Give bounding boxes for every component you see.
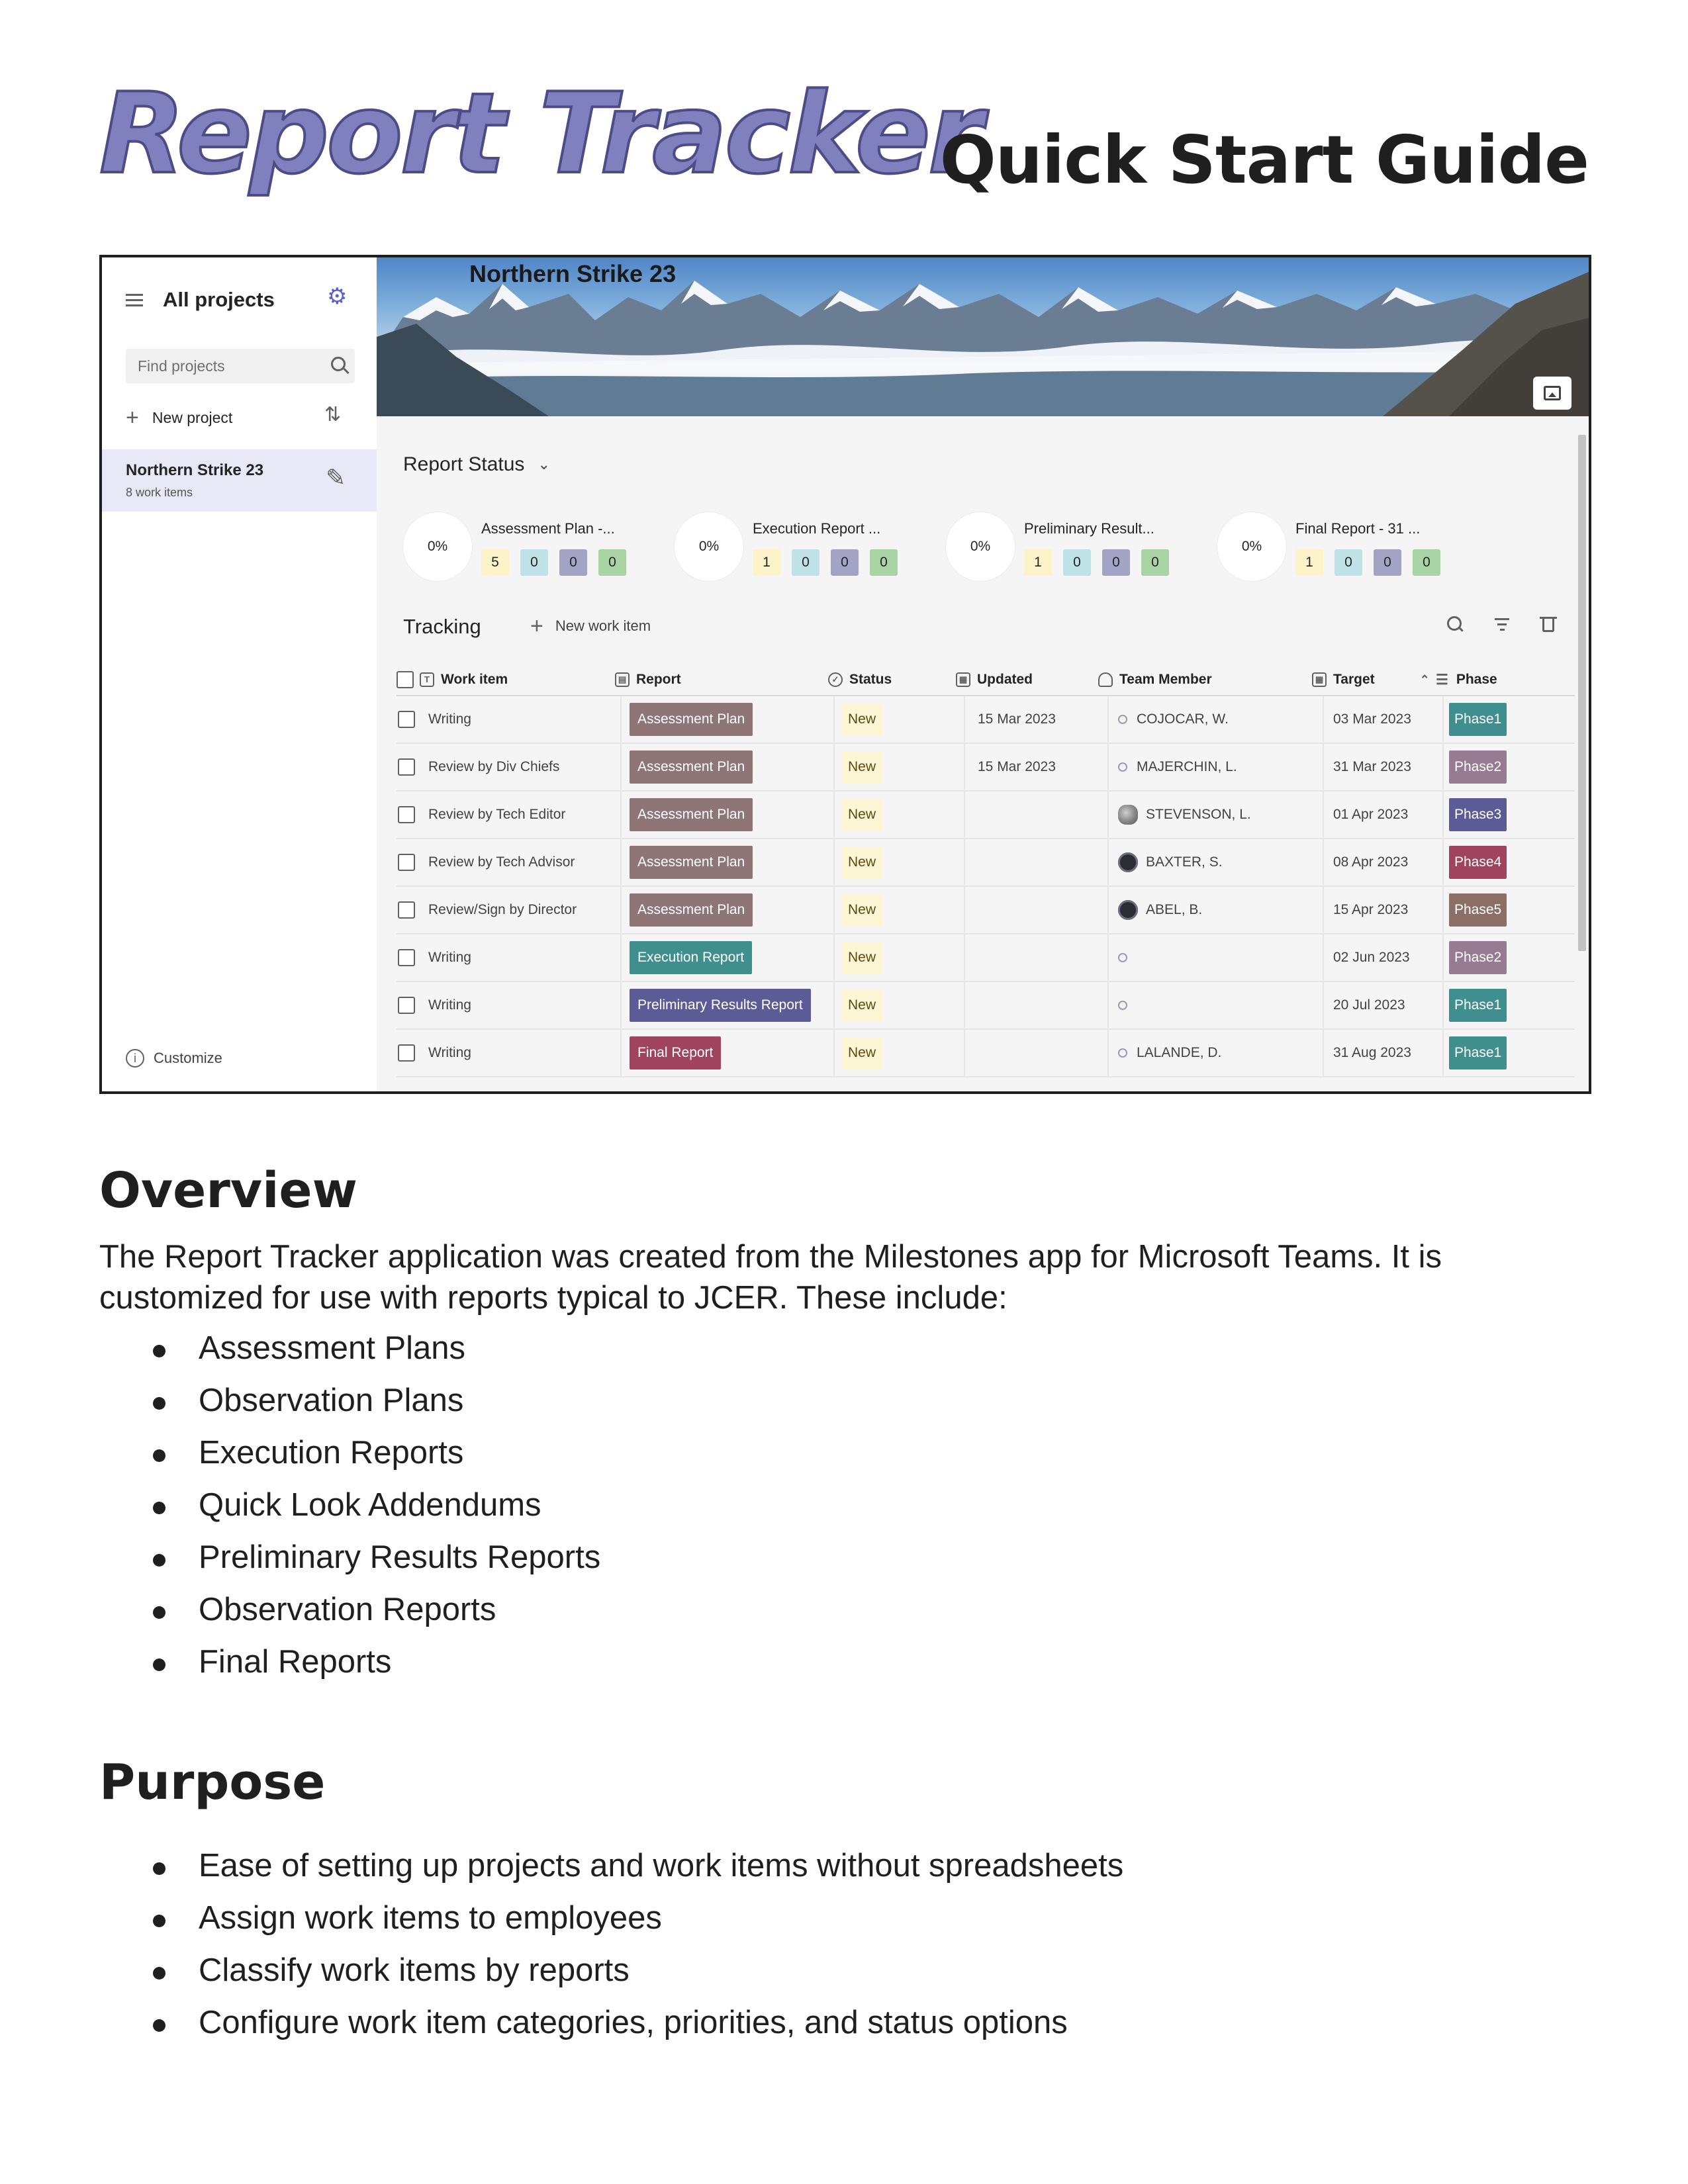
column-divider (1107, 696, 1109, 743)
phase-cell[interactable] (1449, 934, 1507, 981)
target-cell[interactable] (1333, 1030, 1411, 1076)
target-cell[interactable] (1333, 934, 1410, 981)
column-divider (1107, 744, 1109, 790)
status-cell[interactable] (841, 1030, 882, 1076)
filter-icon[interactable] (1492, 615, 1512, 635)
purpose-list (99, 1840, 1123, 2049)
status-count-chip: 1 (1024, 549, 1052, 576)
work-item-cell[interactable] (428, 696, 471, 743)
row-checkbox[interactable] (398, 758, 415, 776)
column-divider (1442, 839, 1444, 886)
col-status[interactable]: ✓ Status (828, 664, 892, 695)
col-report[interactable]: ▤ Report (615, 664, 681, 695)
target-date: 01 Apr 2023 (1333, 807, 1409, 822)
work-item-name: Writing (428, 950, 471, 965)
report-cell[interactable] (630, 982, 811, 1028)
col-updated[interactable]: ▦ Updated (956, 664, 1033, 695)
avatar (1118, 852, 1138, 872)
sidebar (102, 257, 377, 1091)
team-member-cell[interactable] (1118, 696, 1229, 743)
phase-tag: Phase2 (1449, 941, 1507, 974)
change-image-button[interactable] (1533, 377, 1571, 410)
report-tag: Execution Report (630, 941, 752, 974)
status-count-chip: 1 (1295, 549, 1323, 576)
sidebar-title: All projects (163, 288, 275, 311)
status-count-chip: 0 (1063, 549, 1091, 576)
target-date: 03 Mar 2023 (1333, 711, 1411, 727)
report-cell[interactable] (630, 839, 753, 886)
col-target[interactable]: ▦ Target ⌃ (1312, 664, 1430, 695)
column-divider (1107, 839, 1109, 886)
team-member-cell[interactable] (1118, 982, 1137, 1028)
report-tag: Assessment Plan (630, 846, 753, 879)
status-badge: New (841, 799, 882, 831)
report-tag: Assessment Plan (630, 703, 753, 736)
status-badge: New (841, 846, 882, 878)
column-divider (1107, 934, 1109, 981)
team-member-name: BAXTER, S. (1146, 854, 1223, 870)
phase-cell[interactable] (1449, 1030, 1507, 1076)
category-icon: ▤ (615, 672, 630, 687)
column-divider (833, 696, 835, 743)
list-item: Assessment Plans (99, 1322, 600, 1375)
row-checkbox-cell (398, 1030, 415, 1076)
new-project-button[interactable] (126, 404, 232, 431)
status-count-chip: 0 (559, 549, 587, 576)
plus-icon: + (126, 405, 139, 430)
report-status-label: Preliminary Result... (1024, 520, 1154, 537)
column-divider (620, 887, 622, 933)
work-item-cell[interactable] (428, 839, 575, 886)
row-checkbox[interactable] (398, 949, 415, 966)
status-badge: New (841, 751, 882, 783)
team-member-cell[interactable] (1118, 744, 1237, 790)
person-icon (1118, 1001, 1127, 1010)
report-cell[interactable] (630, 1030, 721, 1076)
work-item-cell[interactable] (428, 887, 577, 933)
target-date: 31 Aug 2023 (1333, 1045, 1411, 1060)
report-cell[interactable] (630, 887, 753, 933)
tracking-title: Tracking (403, 615, 481, 638)
column-divider (964, 696, 965, 743)
report-cell[interactable] (630, 792, 753, 838)
status-count-chip: 1 (753, 549, 780, 576)
scrollbar[interactable] (1577, 430, 1587, 1091)
project-item-count: 8 work items (126, 486, 193, 499)
row-checkbox-cell (398, 792, 415, 838)
column-divider (1323, 744, 1324, 790)
status-count-chip: 0 (1413, 549, 1440, 576)
table-row[interactable] (397, 744, 1575, 792)
scrollbar-thumb[interactable] (1578, 435, 1586, 951)
person-icon (1098, 672, 1113, 687)
team-member-name: MAJERCHIN, L. (1137, 759, 1237, 774)
column-divider (1442, 792, 1444, 838)
work-item-name: Review by Tech Advisor (428, 854, 575, 870)
edit-pencil-icon[interactable]: ✎ (326, 464, 346, 491)
status-badge: New (841, 704, 882, 735)
phase-tag: Phase3 (1449, 798, 1507, 831)
list-item: Final Reports (99, 1636, 600, 1688)
column-divider (964, 934, 965, 981)
team-member-name: STEVENSON, L. (1146, 807, 1251, 822)
avatar (1118, 900, 1138, 920)
work-item-name: Review by Div Chiefs (428, 759, 560, 774)
table-row[interactable] (397, 982, 1575, 1030)
work-item-cell[interactable] (428, 1030, 471, 1076)
status-cell[interactable] (841, 887, 882, 933)
hamburger-menu-icon[interactable] (126, 291, 143, 310)
search-icon[interactable] (331, 357, 346, 371)
table-row[interactable] (397, 839, 1575, 887)
row-checkbox[interactable] (398, 854, 415, 871)
phase-cell[interactable] (1449, 792, 1507, 838)
customize-button[interactable] (126, 1049, 222, 1068)
project-banner (377, 257, 1591, 416)
project-main (377, 416, 1591, 1094)
status-cell[interactable] (841, 982, 882, 1028)
target-date: 02 Jun 2023 (1333, 950, 1410, 965)
person-icon (1118, 953, 1127, 962)
column-divider (1323, 792, 1324, 838)
image-icon (1544, 386, 1561, 400)
status-count-chip: 5 (481, 549, 509, 576)
project-name: Northern Strike 23 (126, 461, 264, 479)
status-count-chip: 0 (1374, 549, 1401, 576)
report-tag: Final Report (630, 1036, 721, 1069)
column-divider (1442, 696, 1444, 743)
row-checkbox[interactable] (398, 1044, 415, 1062)
column-divider (964, 839, 965, 886)
work-item-name: Review/Sign by Director (428, 902, 577, 917)
team-member-cell[interactable] (1118, 792, 1251, 838)
app-screenshot (99, 255, 1591, 1094)
report-status-label: Assessment Plan -... (481, 520, 615, 537)
status-count-chips (1295, 549, 1452, 576)
column-divider (620, 839, 622, 886)
phase-tag: Phase1 (1449, 703, 1507, 736)
progress-ring: 0% (946, 512, 1015, 581)
target-cell[interactable] (1333, 887, 1408, 933)
status-badge: New (841, 894, 882, 926)
column-divider (620, 696, 622, 743)
status-count-chip: 0 (831, 549, 859, 576)
row-checkbox-cell (398, 696, 415, 743)
phase-cell[interactable] (1449, 744, 1507, 790)
work-item-cell[interactable] (428, 982, 471, 1028)
row-checkbox[interactable] (398, 901, 415, 919)
phase-tag: Phase1 (1449, 989, 1507, 1022)
target-cell[interactable] (1333, 982, 1405, 1028)
column-divider (1323, 934, 1324, 981)
list-item: Configure work item categories, priorities, and status options (99, 1997, 1123, 2049)
team-member-name: ABEL, B. (1146, 902, 1203, 917)
phase-cell[interactable] (1449, 982, 1507, 1028)
overview-heading: Overview (99, 1162, 357, 1219)
col-work-item[interactable]: T Work item (420, 664, 508, 695)
phase-cell[interactable] (1449, 839, 1507, 886)
report-cell[interactable] (630, 934, 752, 981)
column-divider (620, 982, 622, 1028)
column-divider (964, 744, 965, 790)
work-item-cell[interactable] (428, 792, 565, 838)
calendar-icon: ▦ (1312, 672, 1327, 687)
table-row[interactable] (397, 792, 1575, 839)
phase-tag: Phase1 (1449, 1036, 1507, 1069)
work-item-name: Writing (428, 997, 471, 1013)
row-checkbox[interactable] (398, 806, 415, 823)
team-member-cell[interactable] (1118, 887, 1202, 933)
list-item: Observation Reports (99, 1584, 600, 1636)
person-icon (1118, 1048, 1127, 1058)
list-item: Ease of setting up projects and work items without spreadsheets (99, 1840, 1123, 1892)
row-checkbox[interactable] (398, 711, 415, 728)
updated-cell (978, 744, 1056, 790)
column-divider (833, 934, 835, 981)
target-cell[interactable] (1333, 839, 1408, 886)
updated-date: 15 Mar 2023 (978, 711, 1056, 727)
target-cell[interactable] (1333, 792, 1408, 838)
status-cell[interactable] (841, 839, 882, 886)
purpose-heading: Purpose (99, 1754, 326, 1811)
column-divider (964, 887, 965, 933)
column-divider (1107, 982, 1109, 1028)
status-cell[interactable] (841, 744, 882, 790)
report-status-label: Execution Report ... (753, 520, 881, 537)
work-item-name: Review by Tech Editor (428, 807, 566, 822)
report-tag: Assessment Plan (630, 798, 753, 831)
overview-paragraph: The Report Tracker application was created from the Milestones app for Microsoft Teams. It is customized for use with reports typical to JCER. These include: (99, 1239, 1442, 1316)
column-divider (1442, 934, 1444, 981)
column-divider (833, 744, 835, 790)
list-item: Quick Look Addendums (99, 1479, 600, 1531)
report-tag: Assessment Plan (630, 893, 753, 927)
person-icon (1118, 762, 1127, 772)
row-checkbox-cell (398, 887, 415, 933)
status-count-chips (1024, 549, 1180, 576)
status-badge: New (841, 942, 882, 974)
target-date: 15 Apr 2023 (1333, 902, 1409, 917)
sidebar-item-project[interactable] (102, 449, 377, 512)
column-divider (833, 887, 835, 933)
team-member-cell[interactable] (1118, 839, 1223, 886)
calendar-icon: ▦ (956, 672, 970, 687)
report-tag: Assessment Plan (630, 751, 753, 784)
phase-tag: Phase5 (1449, 893, 1507, 927)
info-icon: i (126, 1049, 144, 1068)
report-status-card[interactable] (1217, 512, 1469, 592)
target-cell[interactable] (1333, 696, 1411, 743)
new-project-label: New project (152, 408, 233, 426)
team-member-cell[interactable] (1118, 1030, 1221, 1076)
column-divider (1323, 1030, 1324, 1076)
team-member-name: COJOCAR, W. (1137, 711, 1229, 727)
target-cell[interactable] (1333, 744, 1411, 790)
status-cell[interactable] (841, 792, 882, 838)
report-cell[interactable] (630, 696, 753, 743)
report-tag: Preliminary Results Report (630, 989, 811, 1022)
status-count-chip: 0 (520, 549, 548, 576)
report-status-card[interactable] (946, 512, 1197, 592)
row-checkbox-cell (398, 839, 415, 886)
target-date: 20 Jul 2023 (1333, 997, 1405, 1013)
list-item: Observation Plans (99, 1375, 600, 1427)
column-divider (1323, 839, 1324, 886)
column-divider (1323, 696, 1324, 743)
sort-icon[interactable]: ⇅ (324, 404, 342, 426)
doc-title: Report Tracker (99, 69, 980, 199)
settings-gear-icon[interactable]: ⚙ (327, 284, 348, 309)
row-checkbox[interactable] (398, 997, 415, 1014)
progress-ring: 0% (1217, 512, 1286, 581)
tracking-toolbar (1419, 615, 1558, 635)
plus-icon: + (530, 614, 543, 639)
work-item-cell[interactable] (428, 934, 471, 981)
row-checkbox-cell (398, 744, 415, 790)
list-item: Assign work items to employees (99, 1892, 1123, 1944)
table-row[interactable] (397, 934, 1575, 982)
column-divider (964, 1030, 965, 1076)
status-icon: ✓ (828, 672, 843, 687)
column-divider (833, 792, 835, 838)
column-divider (1323, 887, 1324, 933)
status-count-chip: 0 (1335, 549, 1362, 576)
team-member-cell[interactable] (1118, 934, 1137, 981)
text-field-icon: T (420, 672, 434, 687)
phase-cell[interactable] (1449, 887, 1507, 933)
status-count-chips (481, 549, 637, 576)
avatar (1118, 805, 1138, 825)
table-row[interactable] (397, 1030, 1575, 1077)
report-status-card[interactable] (403, 512, 655, 592)
status-count-chip: 0 (598, 549, 626, 576)
list-item: Preliminary Results Reports (99, 1531, 600, 1584)
column-divider (620, 744, 622, 790)
sort-ascending-icon[interactable]: ⌃ (1419, 672, 1430, 686)
work-item-name: Writing (428, 711, 471, 727)
status-cell[interactable] (841, 696, 882, 743)
phase-cell[interactable] (1449, 696, 1507, 743)
col-team-member[interactable]: Team Member (1098, 664, 1212, 695)
column-divider (1442, 887, 1444, 933)
column-divider (1442, 982, 1444, 1028)
customize-label: Customize (154, 1050, 222, 1066)
column-divider (833, 839, 835, 886)
new-work-item-label: New work item (555, 617, 651, 634)
report-status-label: Final Report - 31 ... (1295, 520, 1421, 537)
column-divider (1442, 744, 1444, 790)
select-all-checkbox[interactable] (397, 671, 414, 688)
column-divider (964, 792, 965, 838)
updated-date: 15 Mar 2023 (978, 759, 1056, 774)
column-divider (620, 934, 622, 981)
status-count-chip: 0 (1102, 549, 1130, 576)
phase-tag: Phase2 (1449, 751, 1507, 784)
list-item: Classify work items by reports (99, 1944, 1123, 1997)
status-count-chip: 0 (1141, 549, 1169, 576)
status-count-chips (753, 549, 909, 576)
team-member-name: LALANDE, D. (1137, 1045, 1222, 1060)
sidebar-header (126, 287, 275, 313)
find-projects-input[interactable] (126, 349, 355, 383)
status-cell[interactable] (841, 934, 882, 981)
column-divider (1323, 982, 1324, 1028)
column-divider (964, 982, 965, 1028)
target-date: 31 Mar 2023 (1333, 759, 1411, 774)
person-icon (1118, 715, 1127, 724)
table-row[interactable] (397, 696, 1575, 744)
report-status-toggle[interactable] (403, 453, 550, 476)
work-item-name: Writing (428, 1045, 471, 1060)
new-work-item-button[interactable] (530, 615, 651, 637)
report-status-card[interactable] (675, 512, 926, 592)
col-phase[interactable]: ☰ Phase (1436, 672, 1497, 688)
list-item: Execution Reports (99, 1427, 600, 1479)
column-divider (1107, 792, 1109, 838)
table-header (397, 664, 1575, 696)
report-cell[interactable] (630, 744, 753, 790)
updated-cell (978, 696, 1056, 743)
overview-list (99, 1322, 600, 1688)
column-divider (1107, 887, 1109, 933)
column-divider (620, 1030, 622, 1076)
column-divider (620, 792, 622, 838)
target-date: 08 Apr 2023 (1333, 854, 1409, 870)
status-count-chip: 0 (792, 549, 820, 576)
progress-ring: 0% (675, 512, 743, 581)
row-checkbox-cell (398, 934, 415, 981)
search-icon[interactable] (1446, 615, 1466, 635)
column-divider (1442, 1030, 1444, 1076)
status-badge: New (841, 1037, 882, 1069)
report-status-title: Report Status (403, 453, 525, 475)
table-row[interactable] (397, 887, 1575, 934)
column-divider (833, 982, 835, 1028)
trash-icon[interactable] (1538, 615, 1558, 635)
work-item-cell[interactable] (428, 744, 559, 790)
phase-tag: Phase4 (1449, 846, 1507, 879)
column-divider (833, 1030, 835, 1076)
row-checkbox-cell (398, 982, 415, 1028)
list-icon: ☰ (1436, 672, 1448, 688)
status-badge: New (841, 989, 882, 1021)
chevron-down-icon: ⌄ (538, 456, 550, 473)
find-projects-placeholder: Find projects (138, 357, 225, 375)
column-divider (1107, 1030, 1109, 1076)
progress-ring: 0% (403, 512, 472, 581)
banner-title: Northern Strike 23 (469, 260, 677, 287)
doc-subtitle: Quick Start Guide (939, 121, 1589, 199)
status-count-chip: 0 (870, 549, 898, 576)
